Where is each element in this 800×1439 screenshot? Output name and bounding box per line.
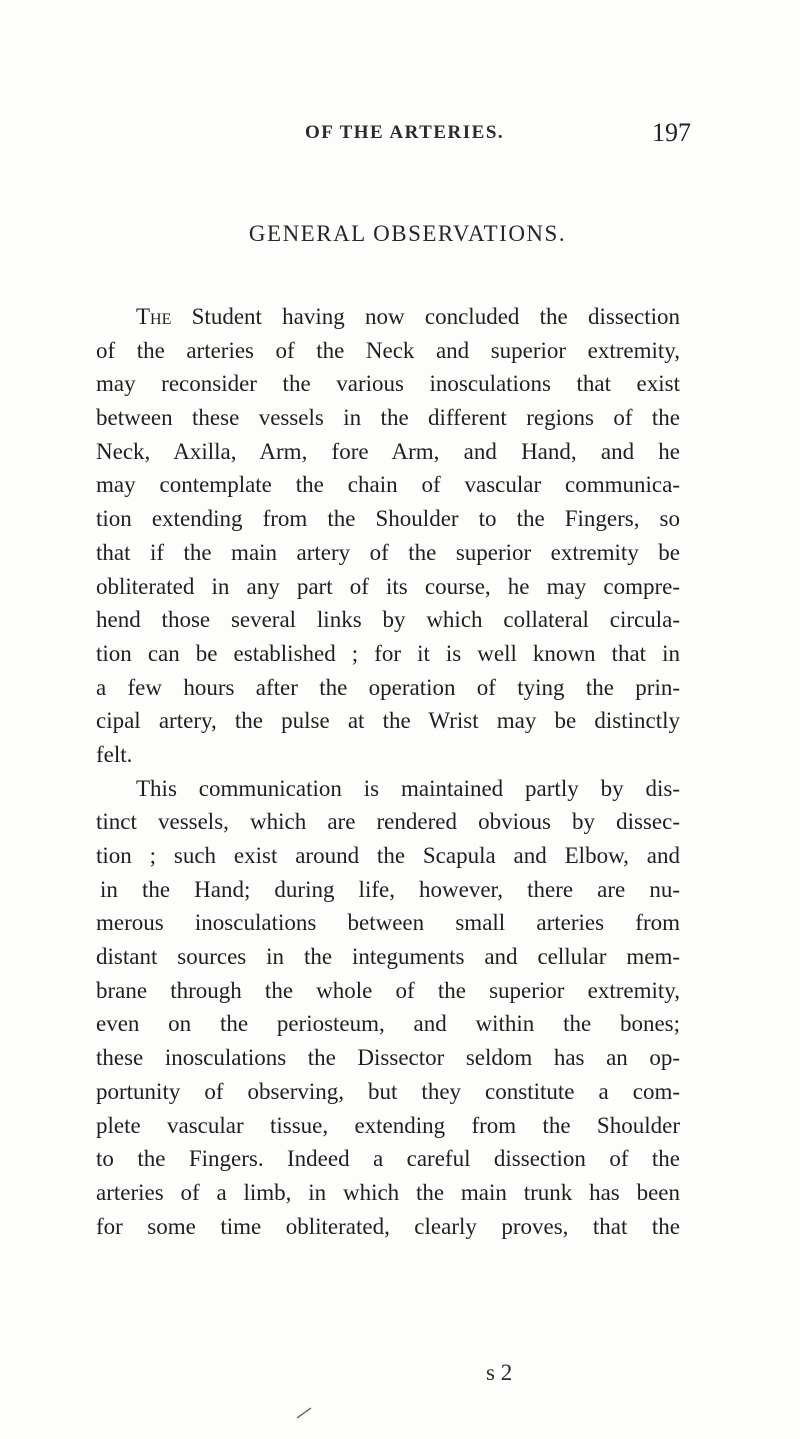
text-line: merous inosculations between small arteries from xyxy=(96,910,680,936)
text-line: a few hours after the operation of tying the prin- xyxy=(96,674,680,700)
text-line: these inosculations the Dissector seldom has an op- xyxy=(96,1045,680,1071)
lead-word: The xyxy=(136,304,172,329)
text-line: in the Hand; during life, however, there are nu- xyxy=(100,876,680,902)
text-line: arteries of a limb, in which the main trunk has been xyxy=(96,1179,680,1205)
section-heading: GENERAL OBSERVATIONS. xyxy=(248,221,567,246)
text-line: may reconsider the various inosculations that exist xyxy=(96,371,680,397)
page-number: 197 xyxy=(652,118,691,147)
text-line: tion ; such exist around the Scapula and Elbow, and xyxy=(96,843,680,868)
stray-pen-mark xyxy=(295,1406,313,1420)
text-line: for some time obliterated, clearly proves, that the xyxy=(96,1213,680,1239)
text-line: The Student having now concluded the dissection xyxy=(136,304,680,329)
text-line: of the arteries of the Neck and superior extremity, xyxy=(96,337,680,363)
text-line: brane through the whole of the superior extremity, xyxy=(96,977,680,1003)
running-head-title: OF THE ARTERIES. xyxy=(305,122,505,143)
text-line: between these vessels in the different regions of the xyxy=(96,405,680,431)
text-line: plete vascular tissue, extending from the Shoulder xyxy=(96,1112,680,1138)
body-text xyxy=(96,300,680,1243)
text-line: to the Fingers. Indeed a careful dissection of the xyxy=(96,1146,680,1172)
text-line: felt. xyxy=(96,741,133,767)
text-line: that if the main artery of the superior extremity be xyxy=(96,539,680,565)
signature-mark: s 2 xyxy=(486,1360,513,1385)
text-line: hend those several links by which collateral circula- xyxy=(96,607,680,633)
text-line: tion can be established ; for it is well known that in xyxy=(96,640,680,666)
text-line: obliterated in any part of its course, he may compre- xyxy=(96,573,680,599)
text-line: tinct vessels, which are rendered obvious by dissec- xyxy=(96,809,680,835)
text-line: distant sources in the integuments and cellular mem- xyxy=(96,944,680,970)
text-line: cipal artery, the pulse at the Wrist may be distinctly xyxy=(96,708,680,734)
text-line: portunity of observing, but they constitute a com- xyxy=(96,1078,680,1104)
text-line: This communication is maintained partly by dis- xyxy=(136,775,680,801)
text-line: even on the periosteum, and within the bones; xyxy=(96,1011,680,1037)
text-line: tion extending from the Shoulder to the Fingers, so xyxy=(96,506,680,532)
running-head xyxy=(0,118,800,148)
text-line: may contemplate the chain of vascular communica- xyxy=(96,472,680,498)
text-line: Neck, Axilla, Arm, fore Arm, and Hand, and he xyxy=(96,438,680,464)
